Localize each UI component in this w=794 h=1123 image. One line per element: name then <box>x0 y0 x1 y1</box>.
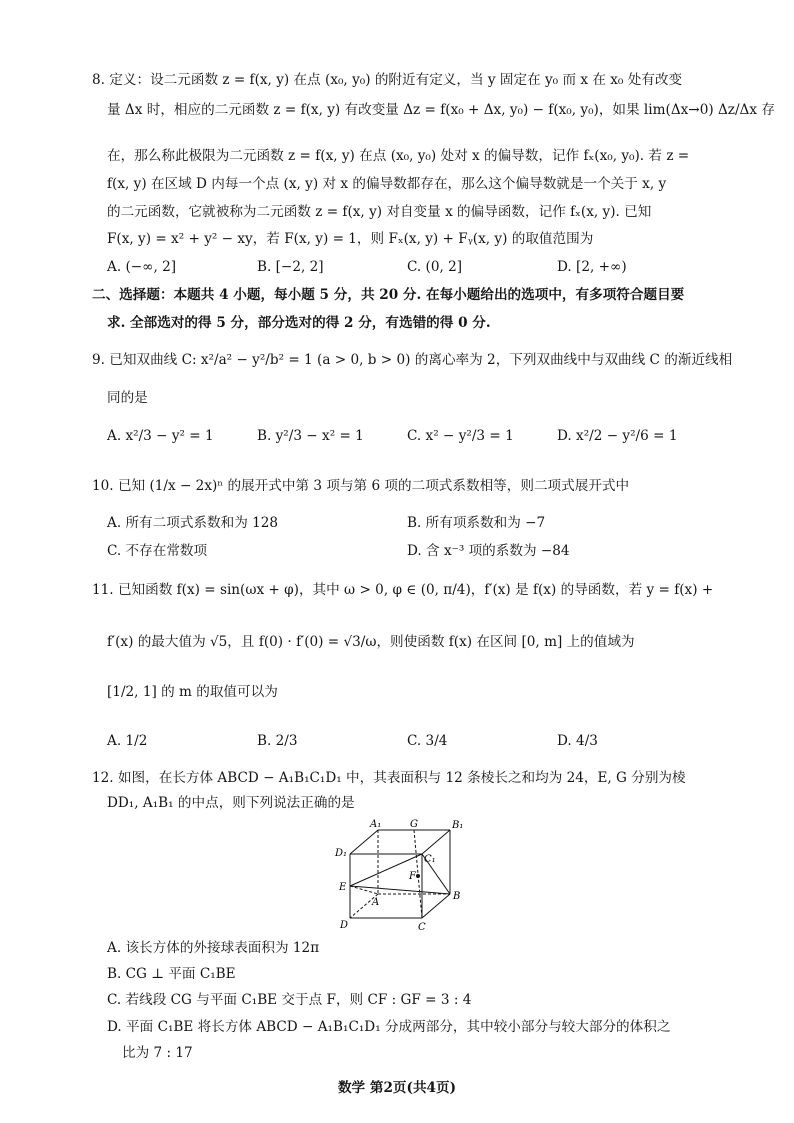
label-a1: A₁ <box>370 819 382 830</box>
edge-b1-c1 <box>422 830 450 854</box>
label-a: A <box>372 897 380 908</box>
label-c: C <box>418 922 426 933</box>
q10-option-b: B. 所有项系数和为 −7 <box>407 515 546 531</box>
q9-option-d: D. x²/2 − y²/6 = 1 <box>557 428 678 444</box>
q10-option-c: C. 不存在常数项 <box>107 543 208 559</box>
q12-line-2: DD₁, A₁B₁ 的中点，则下列说法正确的是 <box>107 795 355 811</box>
q9-option-c: C. x² − y²/3 = 1 <box>407 428 514 444</box>
q8-option-b: B. [−2, 2] <box>257 259 324 275</box>
q11-option-c: C. 3/4 <box>407 733 448 749</box>
q8-line-4: f(x, y) 在区域 D 内每一个点 (x, y) 对 x 的偏导数都存在，那么这个偏导数就是一个关于 x, y <box>107 176 667 192</box>
q8-option-c: C. (0, 2] <box>407 259 463 275</box>
section-2-instructions-2: 求. 全部选对的得 5 分，部分选对的得 2 分，有选错的得 0 分. <box>107 315 491 331</box>
q8-options <box>107 257 707 277</box>
label-c1: C₁ <box>424 854 436 865</box>
q12-line-1: 12. 如图，在长方体 ABCD − A₁B₁C₁D₁ 中，其表面积与 12 条棱长之和均为 24，E, G 分别为棱 <box>92 770 686 786</box>
q9-options <box>107 426 707 446</box>
q12-option-d-continued: 比为 7 : 17 <box>122 1045 193 1061</box>
q11-option-a: A. 1/2 <box>107 733 148 749</box>
label-d: D <box>340 920 349 931</box>
q8-option-d: D. [2, +∞) <box>557 259 627 275</box>
point-f-dot <box>416 874 420 878</box>
q11-line-2: f′(x) 的最大值为 √5，且 f(0) · f′(0) = √3/ω，则使函数 f(x) 在区间 [0, m] 上的值域为 <box>107 634 635 650</box>
q12-option-d: D. 平面 C₁BE 将长方体 ABCD − A₁B₁C₁D₁ 分成两部分，其中较小部分与较大部分的体积之 <box>107 1019 671 1035</box>
q8-option-a: A. (−∞, 2] <box>107 259 177 275</box>
label-d1: D₁ <box>335 848 348 859</box>
q11-line-1: 11. 已知函数 f(x) = sin(ωx + φ)，其中 ω > 0, φ ∈ (0, π/4)，f′(x) 是 f(x) 的导函数，若 y = f(x) + <box>92 582 714 598</box>
q9-option-b: B. y²/3 − x² = 1 <box>257 428 364 444</box>
edge-c-b <box>422 894 450 918</box>
q11-option-b: B. 2/3 <box>257 733 298 749</box>
edge-a1-d1 <box>350 830 378 854</box>
q8-line-6: F(x, y) = x² + y² − xy，若 F(x, y) = 1，则 Fₓ(x, y) + Fᵧ(x, y) 的取值范围为 <box>107 231 594 247</box>
q12-option-b: B. CG ⊥ 平面 C₁BE <box>107 966 236 982</box>
q12-option-c: C. 若线段 CG 与平面 C₁BE 交于点 F，则 CF : GF = 3 : 4 <box>107 992 472 1008</box>
label-b: B <box>453 891 461 902</box>
label-g: G <box>410 819 418 830</box>
q10-line-1: 10. 已知 (1/x − 2x)ⁿ 的展开式中第 3 项与第 6 项的二项式系数相等，则二项式展开式中 <box>92 478 630 494</box>
label-f: F <box>409 871 416 882</box>
q11-options <box>107 731 707 751</box>
cuboid-figure <box>330 818 470 936</box>
q10-option-a: A. 所有二项式系数和为 128 <box>107 515 279 531</box>
q10-options-row-2 <box>107 541 707 561</box>
q12-option-a: A. 该长方体的外接球表面积为 12π <box>107 940 320 956</box>
q10-option-d: D. 含 x⁻³ 项的系数为 −84 <box>407 543 570 559</box>
q11-line-3: [1/2, 1] 的 m 的取值可以为 <box>107 684 278 700</box>
q10-options-row-1 <box>107 513 707 533</box>
label-e: E <box>339 882 347 893</box>
q8-line-1: 8. 定义：设二元函数 z = f(x, y) 在点 (x₀, y₀) 的附近有定义，当 y 固定在 y₀ 而 x 在 x₀ 处有改变 <box>92 72 683 88</box>
q8-line-3: 在，那么称此极限为二元函数 z = f(x, y) 在点 (x₀, y₀) 处对 x 的偏导数，记作 fₓ(x₀, y₀). 若 z = <box>107 148 690 164</box>
page-footer: 数学 第2页(共4页) <box>337 1080 457 1096</box>
q9-line-2: 同的是 <box>107 390 148 406</box>
q8-line-2: 量 Δx 时，相应的二元函数 z = f(x, y) 有改变量 Δz = f(x₀ + Δx, y₀) − f(x₀, y₀)，如果 lim(Δx→0) Δz/Δx 存 <box>107 102 775 118</box>
q8-line-5: 的二元函数，它就被称为二元函数 z = f(x, y) 对自变量 x 的偏导函数，记作 fₓ(x, y). 已知 <box>107 204 652 220</box>
q9-line-1: 9. 已知双曲线 C: x²/a² − y²/b² = 1 (a > 0, b > 0) 的离心率为 2，下列双曲线中与双曲线 C 的渐近线相 <box>92 352 733 368</box>
section-2-instructions-1: 二、选择题：本题共 4 小题，每小题 5 分，共 20 分. 在每小题给出的选项中，有多项符合题目要 <box>92 287 685 303</box>
q9-option-a: A. x²/3 − y² = 1 <box>107 428 214 444</box>
label-b1: B₁ <box>452 820 464 831</box>
q11-option-d: D. 4/3 <box>557 733 598 749</box>
cuboid-diagram <box>330 818 470 936</box>
